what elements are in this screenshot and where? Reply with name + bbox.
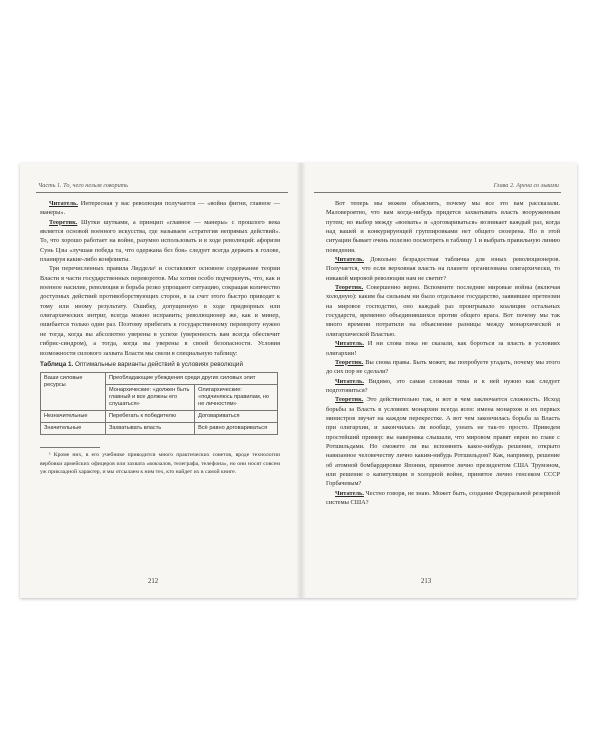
table-header-row (41, 373, 278, 385)
paragraph-text: Совершенно верно. Вспомните последние мировые войны (включая холодную): каким бы сильным ни было отдельное государство, заявившее претензии на мировое господство, оно каждый раз проигрывало коалиции остальных государств, временно объединившихся против общего врага. Вот почему мы так много времени потратили на объяснение разницы между монархической и олигархической Властью. (326, 284, 560, 338)
speaker-label: Теоретик. (49, 218, 78, 226)
table-header-cell: Монархические: «должен быть главный и все должны его слушаться» (106, 385, 195, 411)
footnote-rule (40, 447, 100, 448)
paragraph-text: Довольно безрадостная табличка для юных революционеров. Получается, что если верховная власть на планете организована олигархически, то никакой мировой революции нам не светит? (326, 256, 560, 282)
footnote-text: ¹ Кроме них, в его учебнике приводится много практических советов, вроде технологии вербовки армейских офицеров или захвата «вокзалов, телеграфа, телефона», но они носят совсем уж прикладной характер, и мы отсылаем к ним тех, кто найдет их в самой книге. (40, 452, 280, 475)
page-number-left: 212 (148, 578, 159, 585)
running-head-right: Глава 2. Арена со львами (493, 182, 559, 189)
speaker-label: Читатель. (49, 200, 78, 207)
paragraph-text: Три перечисленных правила Лиддела¹ и составляют основное содержание теории Власти в части государственных переворотов. Мы хотим особо подчеркнуть, что, как и военное насилие, революция и борьба резко упрощают ситуацию, сокращая количество доступных действий противоборствующих сторон, в за счет этого быстро приводят к тому или иному результату. Ошибку, допущенную в ходе придворных или олигархических интриг, всегда можно исправить; революционер же, как и минер, ошибается только один раз. Поэтому прибегать к государственному перевороту нужно не тогда, когда вы абсолютно уверены в успехе (уверенность вам всегда обеспечит гибрис-синдром), а тогда, когда вы уверены в своей безопасности. Условия возможности силового захвата Власти мы свели в специальную таблицу: (40, 265, 280, 357)
paragraph (326, 489, 560, 508)
paragraph (40, 264, 280, 357)
paragraph (326, 255, 560, 283)
page-number-right: 213 (421, 578, 432, 585)
speaker-label: Читатель. (335, 256, 364, 264)
paragraph (326, 339, 560, 358)
table-header-cell: Ваши силовые ресурсы (41, 373, 106, 411)
speaker-label: Теоретик. (335, 284, 364, 292)
table-caption-number: Таблица 1. (40, 360, 74, 368)
left-page-body (40, 199, 280, 476)
table-cell: Перебегать к победителю (106, 411, 195, 423)
speaker-label: Читатель. (335, 489, 364, 497)
table-caption (40, 360, 280, 369)
paragraph (40, 218, 280, 265)
paragraph (326, 358, 560, 377)
paragraph-text: Видимо, это самая сложная тема и к ней нужно как следует подготовиться? (326, 377, 560, 394)
paragraph-text: Вы снова правы. Быть может, вы попробуете угадать, почему мы этого до сих пор не сделали? (326, 358, 560, 376)
paragraph-text: Честно говоря, не знаю. Может быть, создание Федеральной резервной системы США? (326, 489, 560, 506)
paragraph (326, 377, 560, 396)
table-cell: Значительные (41, 423, 106, 435)
paragraph (326, 395, 560, 488)
table-header-cell: Олигархические: «подчиняюсь правилам, но не личностям» (195, 385, 278, 411)
table-header-cell: Преобладающие убеждения среди других силовых элит (106, 373, 278, 385)
paragraph-text: Это действительно так, и вот в чем заключается сложность. Исход борьбы за Власть в условиях монархии всегда ясен: имена монархов и их первых министров звучат на каждом перекрестке. А вот чем закончилась борьба за Власть при олигархии, и закончилась ли вообще, узнать не так-то просто. Приведем простейший пример: вы наверняка слышали, что мировом правят евреи во главе с Ротшильдами. Но сможете ли вы вспомнить какое-нибудь решение, открыто навязанное человечеству лично каким-нибудь Ротшильдом? Как, например, решение об атомной бомбардировке Японии, принятое лично президентом США Трумэном, или решение о капитуляции в холодной войне, принятое лично генсеком СССР Горбачевым? (326, 396, 560, 488)
table-cell: Захватывать власть (106, 423, 195, 435)
footnote (40, 451, 280, 476)
table-cell: Незначительные (41, 411, 106, 423)
table-row (41, 411, 278, 423)
header-rule-left (36, 192, 288, 193)
right-page-body (326, 199, 560, 507)
paragraph (326, 199, 560, 255)
table-cell: Договариваться (195, 411, 278, 423)
table-caption-text: Оптимальные варианты действий в условиях революций (73, 360, 243, 368)
actions-table (40, 372, 278, 435)
paragraph (40, 199, 280, 218)
table-row (41, 423, 278, 435)
paragraph (326, 283, 560, 339)
speaker-label: Теоретик. (335, 396, 364, 404)
paragraph-text: Вот теперь мы можем объяснить, почему мы все это вам рассказали. Маловероятно, что вам когда-нибудь придется захватывать власть вооруженным путем; но выбор между «воевать» и «договариваться» возникает каждый раз, когда над вашей и конкурирующей группировками нет общего сюзерена. Но в этой ситуации бывает очень полезно посмотреть в таблицу 1 и выбрать правильную линию поведения. (326, 200, 560, 254)
running-head-left: Часть 1. То, чего нельзя говорить (38, 182, 128, 189)
speaker-label: Теоретик. (335, 358, 364, 366)
left-page (20, 163, 296, 598)
paragraph-text: И ни слова пока не сказали, как бороться за власть в условиях олигархии! (326, 340, 560, 357)
speaker-label: Читатель. (335, 377, 364, 385)
table-cell: Всё равно договариваться (195, 423, 278, 435)
speaker-label: Читатель. (335, 340, 364, 348)
book-spread (20, 163, 577, 598)
book-gutter (296, 163, 306, 598)
paragraph-text: Интересная у вас революция получается — «война фигни, главное — манеры». (40, 200, 280, 217)
paragraph-text: Шутки шутками, а принцип «главное — манеры» с прошлого века является основой военного искусства, где называем «стратегия непрямых действий». То, что хорошо работает на войне, разумно использовать и в ходе революций: афоризм Сунь Цзы «лучшая победа та, что одержана без боя» следует всегда держать в голове, планируя какие-либо конфликты. (40, 218, 280, 264)
right-page (306, 163, 577, 598)
header-rule-right (314, 192, 561, 193)
